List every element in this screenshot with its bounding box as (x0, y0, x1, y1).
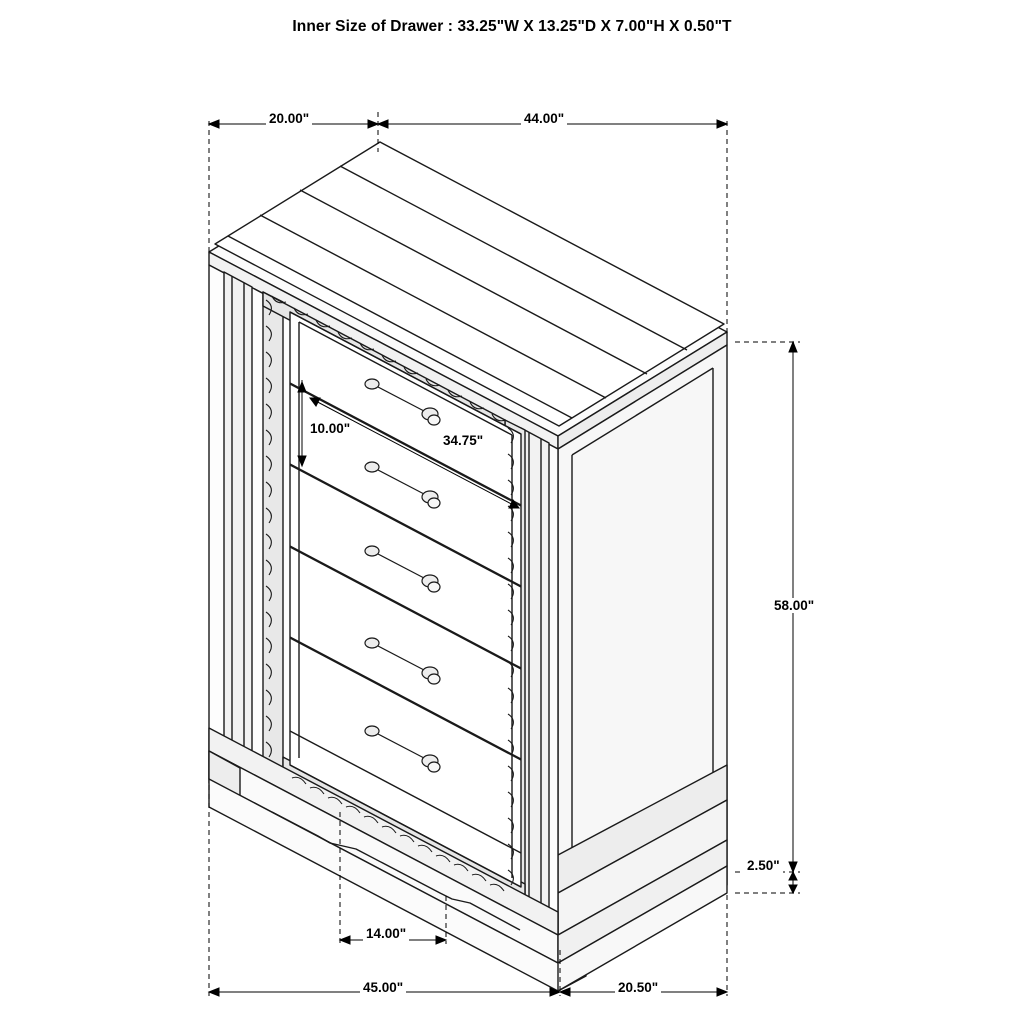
dimension-label-top-width: 44.00" (521, 111, 567, 126)
dimension-label-base-cutout-width: 14.00" (363, 926, 409, 941)
page-title: Inner Size of Drawer : 33.25"W X 13.25"D X 7.00"H X 0.50"T (292, 18, 732, 35)
dimension-label-base-depth: 20.50" (615, 980, 661, 995)
dimension-label-base-width: 45.00" (360, 980, 406, 995)
dimension-label-top-depth: 20.00" (266, 111, 312, 126)
dimension-label-drawer-face-width: 34.75" (440, 433, 486, 448)
dimension-label-base-molding-height: 2.50" (744, 858, 783, 873)
dimension-label-overall-height: 58.00" (771, 598, 817, 613)
dimension-label-drawer-face-height: 10.00" (307, 421, 353, 436)
